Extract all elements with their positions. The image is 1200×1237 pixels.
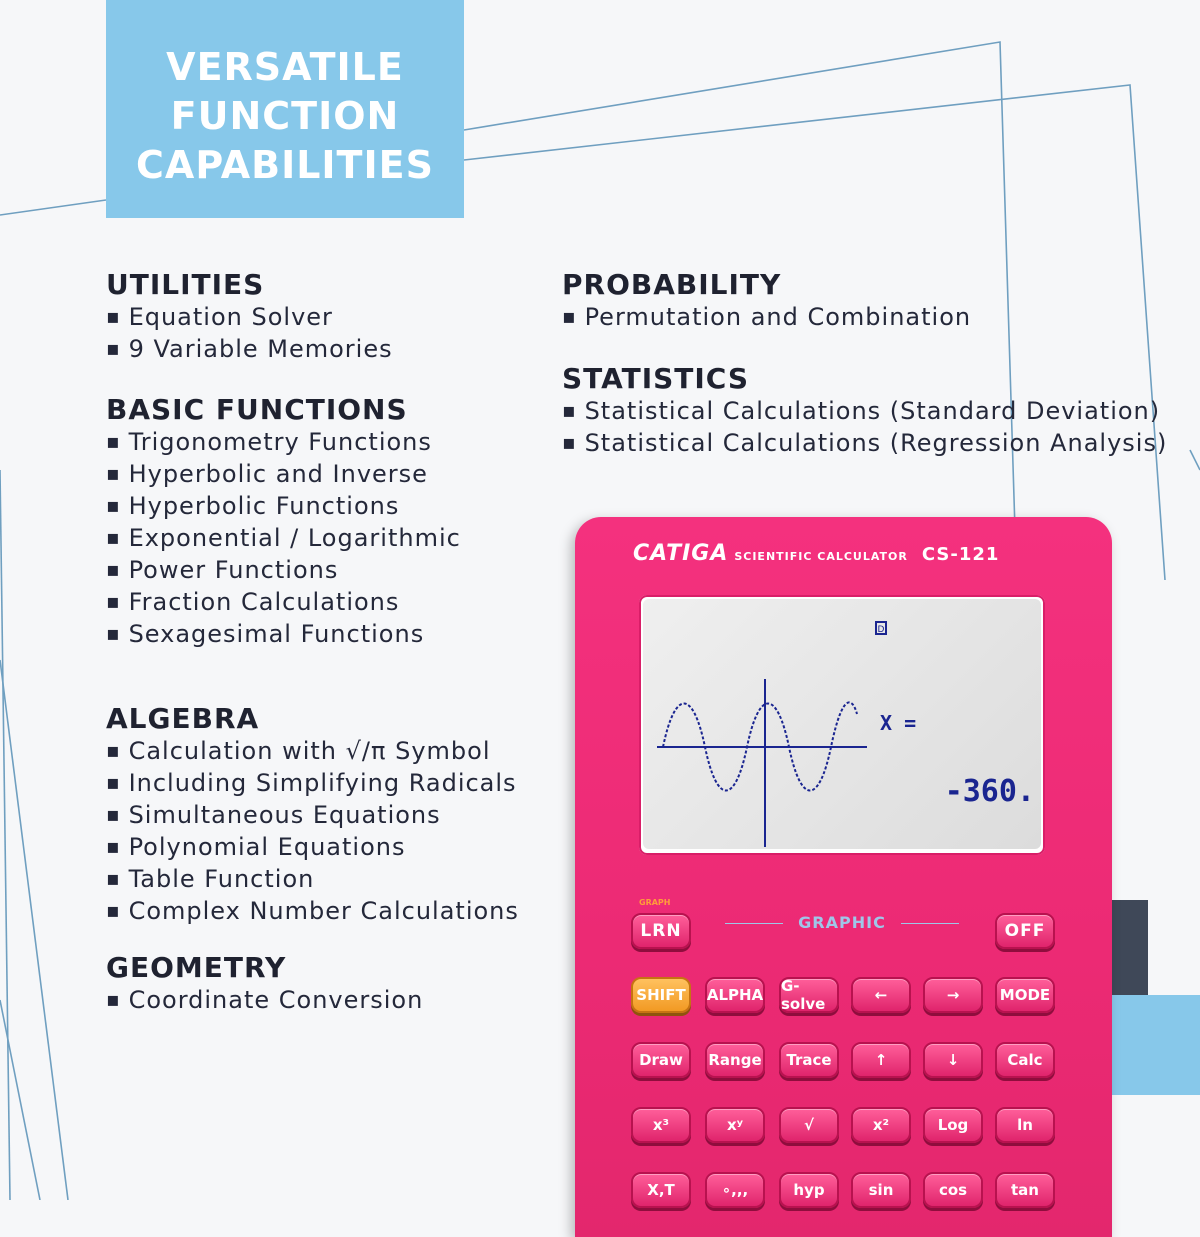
cos-key[interactable]: cos xyxy=(923,1172,983,1208)
screen-bezel xyxy=(639,595,1045,855)
cube-key[interactable]: x³ xyxy=(631,1107,691,1143)
mode-key[interactable]: MODE xyxy=(995,977,1055,1013)
tan-key[interactable]: tan xyxy=(995,1172,1055,1208)
sin-key[interactable]: sin xyxy=(851,1172,911,1208)
alpha-key[interactable]: ALPHA xyxy=(705,977,765,1013)
range-key[interactable]: Range xyxy=(705,1042,765,1078)
list-item: ▪ Power Functions xyxy=(106,555,461,587)
list-item: ▪ Statistical Calculations (Standard Deviation) xyxy=(562,396,1167,428)
hyp-key[interactable]: hyp xyxy=(779,1172,839,1208)
section-statistics xyxy=(562,362,1167,460)
section-geometry xyxy=(106,951,423,1017)
section-algebra xyxy=(106,702,519,928)
key-caption: GRAPH xyxy=(639,898,671,907)
right-arrow-key[interactable]: → xyxy=(923,977,983,1013)
list-item: ▪ Sexagesimal Functions xyxy=(106,619,461,651)
calculator-image xyxy=(575,517,1112,1237)
calculator-brand xyxy=(633,541,999,566)
section-heading: UTILITIES xyxy=(106,268,265,301)
section-probability xyxy=(562,268,971,334)
lcd-display xyxy=(643,599,1041,849)
sqrt-key[interactable]: √ xyxy=(779,1107,839,1143)
log-key[interactable]: Log xyxy=(923,1107,983,1143)
shift-key[interactable]: SHIFT xyxy=(631,977,691,1013)
xt-key[interactable]: X,T xyxy=(631,1172,691,1208)
list-item: ▪ Equation Solver xyxy=(106,302,393,334)
list-item: ▪ Exponential / Logarithmic xyxy=(106,523,461,555)
list-item: ▪ 9 Variable Memories xyxy=(106,334,393,366)
list-item: ▪ Complex Number Calculations xyxy=(106,896,519,928)
list-item: ▪ Polynomial Equations xyxy=(106,832,519,864)
list-item: ▪ Statistical Calculations (Regression Analysis) xyxy=(562,428,1167,460)
g-solve-key[interactable]: G-solve xyxy=(779,977,839,1013)
list-item: ▪ Table Function xyxy=(106,864,519,896)
model-number: CS-121 xyxy=(921,544,1000,565)
section-basic-functions xyxy=(106,393,461,651)
ln-key[interactable]: ln xyxy=(995,1107,1055,1143)
power-key[interactable]: xʸ xyxy=(705,1107,765,1143)
display-value: -360. xyxy=(944,774,1035,809)
list-item: ▪ Trigonometry Functions xyxy=(106,427,461,459)
list-item: ▪ Permutation and Combination xyxy=(562,302,971,334)
calc-key[interactable]: Calc xyxy=(995,1042,1055,1078)
trace-key[interactable]: Trace xyxy=(779,1042,839,1078)
degree-key[interactable]: ∘,,, xyxy=(705,1172,765,1208)
title-line-1: VERSATILE xyxy=(166,44,404,89)
section-heading: PROBABILITY xyxy=(562,268,782,301)
title-banner xyxy=(106,0,464,218)
brand-subtitle: SCIENTIFIC CALCULATOR xyxy=(734,550,908,563)
x-label: X = xyxy=(880,711,917,735)
list-item: ▪ Coordinate Conversion xyxy=(106,985,423,1017)
list-item: ▪ Simultaneous Equations xyxy=(106,800,519,832)
section-heading: BASIC FUNCTIONS xyxy=(106,393,408,426)
off-key[interactable]: OFF xyxy=(995,913,1055,949)
section-heading: GEOMETRY xyxy=(106,951,287,984)
list-item: ▪ Fraction Calculations xyxy=(106,587,461,619)
square-key[interactable]: x² xyxy=(851,1107,911,1143)
decorative-blue-tab xyxy=(1110,995,1200,1095)
list-item: ▪ Hyperbolic Functions xyxy=(106,491,461,523)
graphic-label: GRAPHIC xyxy=(725,913,959,932)
list-item: ▪ Calculation with √/π Symbol xyxy=(106,736,519,768)
left-arrow-key[interactable]: ← xyxy=(851,977,911,1013)
section-heading: ALGEBRA xyxy=(106,702,260,735)
display-indicator: D xyxy=(875,621,887,635)
draw-key[interactable]: Draw xyxy=(631,1042,691,1078)
up-arrow-key[interactable]: ↑ xyxy=(851,1042,911,1078)
list-item: ▪ Hyperbolic and Inverse xyxy=(106,459,461,491)
title-line-3: CAPABILITIES xyxy=(136,142,434,187)
sine-graph xyxy=(657,669,877,849)
list-item: ▪ Including Simplifying Radicals xyxy=(106,768,519,800)
down-arrow-key[interactable]: ↓ xyxy=(923,1042,983,1078)
lrn-key[interactable]: LRN xyxy=(631,913,691,949)
section-utilities xyxy=(106,268,393,366)
section-heading: STATISTICS xyxy=(562,362,750,395)
brand-logo: CATIGA xyxy=(633,541,729,566)
title-line-2: FUNCTION xyxy=(170,93,400,138)
